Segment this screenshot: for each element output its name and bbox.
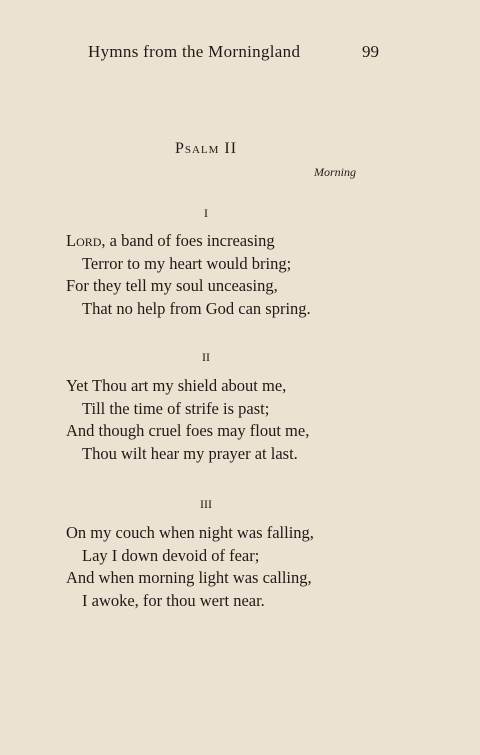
running-head: Hymns from the Morningland xyxy=(88,42,301,61)
poem-line xyxy=(66,230,311,253)
stanza xyxy=(66,522,314,612)
stanza xyxy=(66,375,309,465)
poem-line: For they tell my soul unceasing, xyxy=(66,276,278,295)
poem-title: Psalm II xyxy=(174,140,238,157)
poem-line: That no help from God can spring. xyxy=(82,298,311,318)
small-caps-word: Lord xyxy=(66,231,102,250)
page-number: 99 xyxy=(362,42,379,61)
poem-line: And though cruel foes may flout me, xyxy=(66,421,310,440)
line-text: , a band of foes increasing xyxy=(101,231,275,250)
poem-line: I awoke, for thou wert near. xyxy=(82,590,265,610)
poem-line: Lay I down devoid of fear; xyxy=(82,545,260,565)
stanza-number: III xyxy=(200,497,212,511)
poem-subtitle: Morning xyxy=(314,165,356,179)
poem-line: And when morning light was calling, xyxy=(66,568,312,587)
stanza xyxy=(66,230,311,320)
poem-line: Yet Thou art my shield about me, xyxy=(66,376,287,395)
stanza-number: II xyxy=(202,350,210,364)
poem-line: On my couch when night was falling, xyxy=(66,523,314,542)
poem-line: Till the time of strife is past; xyxy=(82,398,270,418)
poem-line: Terror to my heart would bring; xyxy=(82,253,292,273)
poem-line: Thou wilt hear my prayer at last. xyxy=(82,443,298,463)
stanza-number: I xyxy=(204,206,208,220)
